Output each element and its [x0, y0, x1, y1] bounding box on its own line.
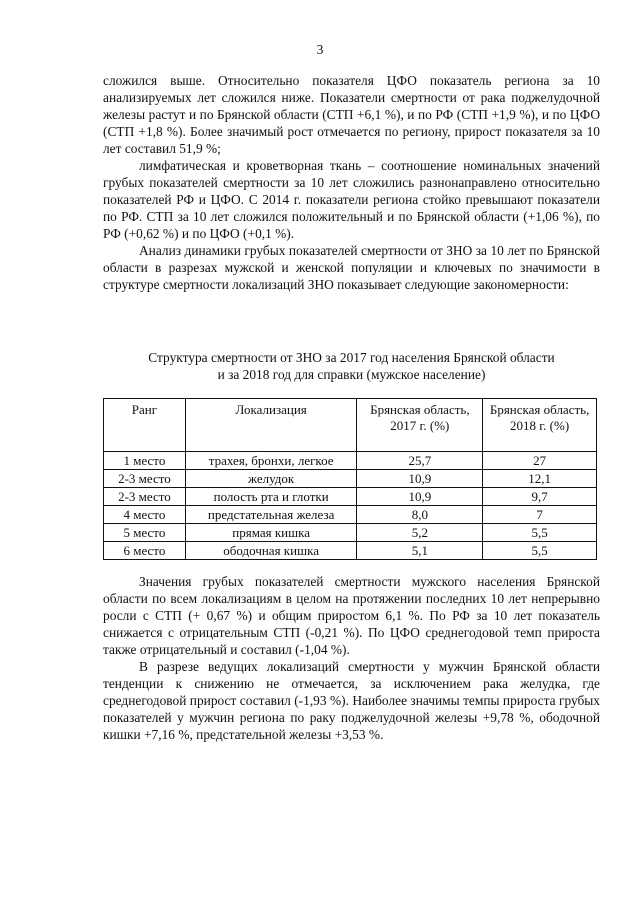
cell-2017: 10,9 [357, 470, 483, 488]
paragraph: Анализ динамики грубых показателей смертности от ЗНО за 10 лет по Брянской области в разрезах мужской и женской популяции и ключевых по значимости в структуре смертности локализаций ЗНО показывает следующие закономерности: [103, 243, 600, 292]
cell-rank: 2-3 место [104, 488, 186, 506]
cell-localization: предстательная железа [185, 506, 357, 524]
table-title [103, 349, 600, 383]
paragraph: Значения грубых показателей смертности мужского населения Брянской области по всем локализациям в целом на протяжении последних 10 лет непрерывно росли с СТП (+ 0,67 %) и общим приростом 6,1 %. По РФ за 10 лет показатель снижается с отрицательным СТП (-0,21 %). По ЦФО среднегодовой темп прироста также отрицательный и составил (-1,04 %). [103, 574, 600, 657]
cell-localization: полость рта и глотки [185, 488, 357, 506]
cell-2017: 25,7 [357, 452, 483, 470]
paragraph: лимфатическая и кроветворная ткань – соотношение номинальных значений грубых показателей смертности за 10 лет сложились разнонаправлено относительно показателей РФ и ЦФО. С 2014 г. показатели региона стойко превышают показатели по РФ. СТП за 10 лет сложился положительный и по Брянской области (+1,06 %), по РФ (+0,62 %) и по ЦФО (+0,1 %). [103, 158, 600, 241]
cell-2017: 5,2 [357, 524, 483, 542]
table-row [104, 452, 597, 470]
cell-2018: 12,1 [483, 470, 597, 488]
table-row [104, 506, 597, 524]
cell-2018: 7 [483, 506, 597, 524]
cell-rank: 4 место [104, 506, 186, 524]
body-text-top [103, 72, 600, 293]
cell-localization: прямая кишка [185, 524, 357, 542]
cell-2018: 9,7 [483, 488, 597, 506]
table-title-line: и за 2018 год для справки (мужское население) [217, 367, 486, 382]
cell-localization: желудок [185, 470, 357, 488]
cell-rank: 5 место [104, 524, 186, 542]
table-header-row [104, 399, 597, 452]
table-row [104, 524, 597, 542]
cell-rank: 1 место [104, 452, 186, 470]
page-number: 3 [316, 42, 324, 57]
column-header-rank: Ранг [104, 399, 186, 452]
column-header-localization: Локализация [185, 399, 357, 452]
cell-localization: ободочная кишка [185, 542, 357, 560]
cell-localization: трахея, бронхи, легкое [185, 452, 357, 470]
mortality-structure-table [103, 398, 597, 560]
cell-rank: 2-3 место [104, 470, 186, 488]
cell-rank: 6 место [104, 542, 186, 560]
paragraph: сложился выше. Относительно показателя ЦФО показатель региона за 10 анализируемых лет сложился ниже. Показатели смертности от рака поджелудочной железы растут и по Брянской области (СТП +6,1 %), и по РФ (СТП +1,9 %), и по ЦФО (СТП +1,8 %). Более значимый рост отмечается по региону, прирост показателя за 10 лет составил 51,9 %; [103, 73, 600, 156]
cell-2017: 8,0 [357, 506, 483, 524]
column-header-2017: Брянская область, 2017 г. (%) [357, 399, 483, 452]
table-row [104, 488, 597, 506]
table-title-line: Структура смертности от ЗНО за 2017 год населения Брянской области [148, 350, 555, 365]
cell-2018: 5,5 [483, 542, 597, 560]
cell-2017: 10,9 [357, 488, 483, 506]
body-text-bottom [103, 573, 600, 743]
cell-2018: 5,5 [483, 524, 597, 542]
paragraph: В разрезе ведущих локализаций смертности у мужчин Брянской области тенденции к снижению не отмечается, за исключением рака желудка, где среднегодовой прирост составил (-1,93 %). Наиболее значимы темпы прироста грубых показателей у мужчин региона по раку поджелудочной железы +9,78 %, ободочной кишки +7,16 %, предстательной железы +3,53 %. [103, 659, 600, 742]
cell-2017: 5,1 [357, 542, 483, 560]
table-row [104, 542, 597, 560]
cell-2018: 27 [483, 452, 597, 470]
column-header-2018: Брянская область, 2018 г. (%) [483, 399, 597, 452]
table-row [104, 470, 597, 488]
